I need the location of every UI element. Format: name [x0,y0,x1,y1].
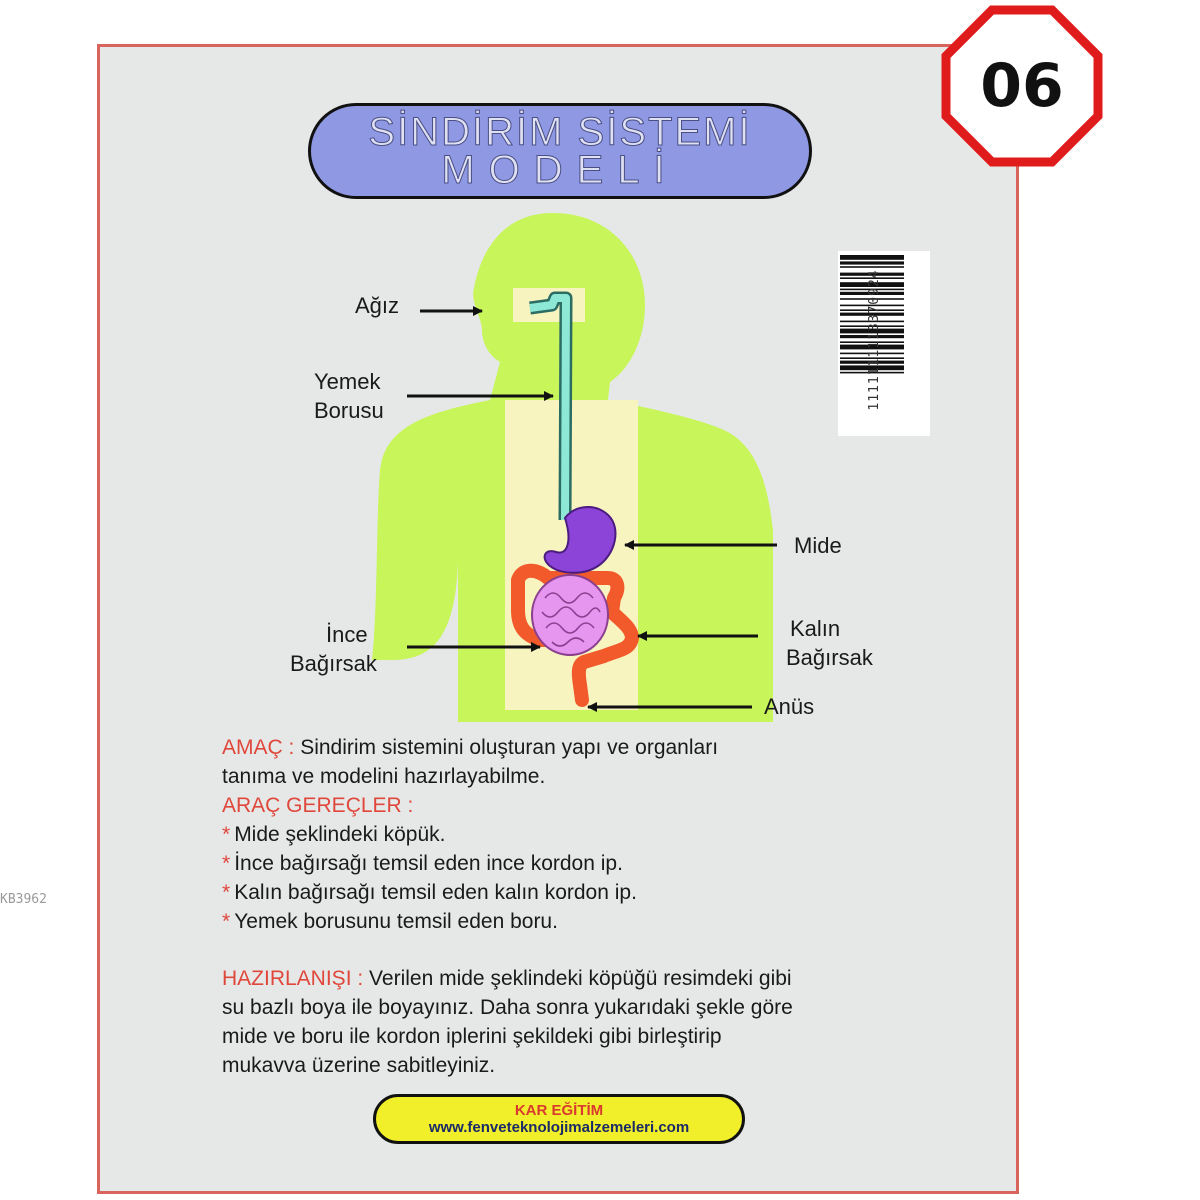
label-mide: Mide [794,533,842,558]
hazirlanis-section [222,964,922,1080]
arac-heading: ARAÇ GEREÇLER : [222,794,414,817]
title-line-2: MODELİ [441,148,679,192]
small-intestine [532,575,608,655]
arac-item-2: İnce bağırsağı temsil eden ince kordon ip. [234,852,623,875]
amac-text-2: tanıma ve modelini hazırlayabilme. [222,765,546,788]
label-kalin-bagirsak [786,614,873,672]
arac-item-3: Kalın bağırsağı temsil eden kalın kordon ip. [234,881,637,904]
label-kalin-bagirsak-line2: Bağırsak [786,645,873,670]
label-yemek-borusu-line2: Borusu [314,398,384,423]
footer-banner [373,1094,745,1144]
arac-item-1: Mide şeklindeki köpük. [234,823,446,846]
barcode-number: 1111111113370924 [867,269,882,411]
label-ince-bagirsak-line2: Bağırsak [290,651,377,676]
arac-item [222,907,922,936]
amac-text-1: Sindirim sistemini oluşturan yapı ve organları [300,736,719,759]
label-ince-bagirsak [290,620,377,678]
arac-item [222,849,922,878]
hazirlanis-text-1: Verilen mide şeklindeki köpüğü resimdeki gibi [369,967,792,990]
hazirlanis-heading: HAZIRLANIŞI : [222,967,364,990]
amac-section [222,733,922,791]
hazirlanis-text-2: su bazlı boya ile boyayınız. Daha sonra yukarıdaki şekle göre [222,996,793,1019]
label-ince-bagirsak-line1: İnce [326,622,368,647]
label-agiz: Ağız [355,293,400,318]
bullet-1: * [222,823,231,846]
side-code: KB3962 [0,892,47,907]
hazirlanis-text-3: mide ve boru ile kordon iplerini şekildeki gibi birleştirip [222,1025,722,1048]
hazirlanis-line-1 [222,964,922,993]
hazirlanis-text-4: mukavva üzerine sabitleyiniz. [222,1054,496,1077]
arac-item [222,820,922,849]
label-anus: Anüs [764,694,815,719]
badge-number: 06 [980,51,1064,121]
title-line-1: SİNDİRİM SİSTEMİ [368,110,752,154]
arac-item-4: Yemek borusunu temsil eden boru. [234,910,558,933]
footer-brand: KAR EĞİTİM [514,1101,604,1119]
bullet-3: * [222,881,231,904]
label-yemek-borusu-line1: Yemek [314,369,381,394]
amac-heading: AMAÇ : [222,736,295,759]
label-kalin-bagirsak-line1: Kalın [790,616,841,641]
footer-url[interactable]: www.fenveteknolojimalzemeleri.com [428,1118,690,1136]
amac-line-1 [222,733,922,762]
bullet-4: * [222,910,231,933]
label-yemek-borusu [314,367,384,425]
arac-item [222,878,922,907]
arac-section [222,791,922,936]
bullet-2: * [222,852,231,875]
